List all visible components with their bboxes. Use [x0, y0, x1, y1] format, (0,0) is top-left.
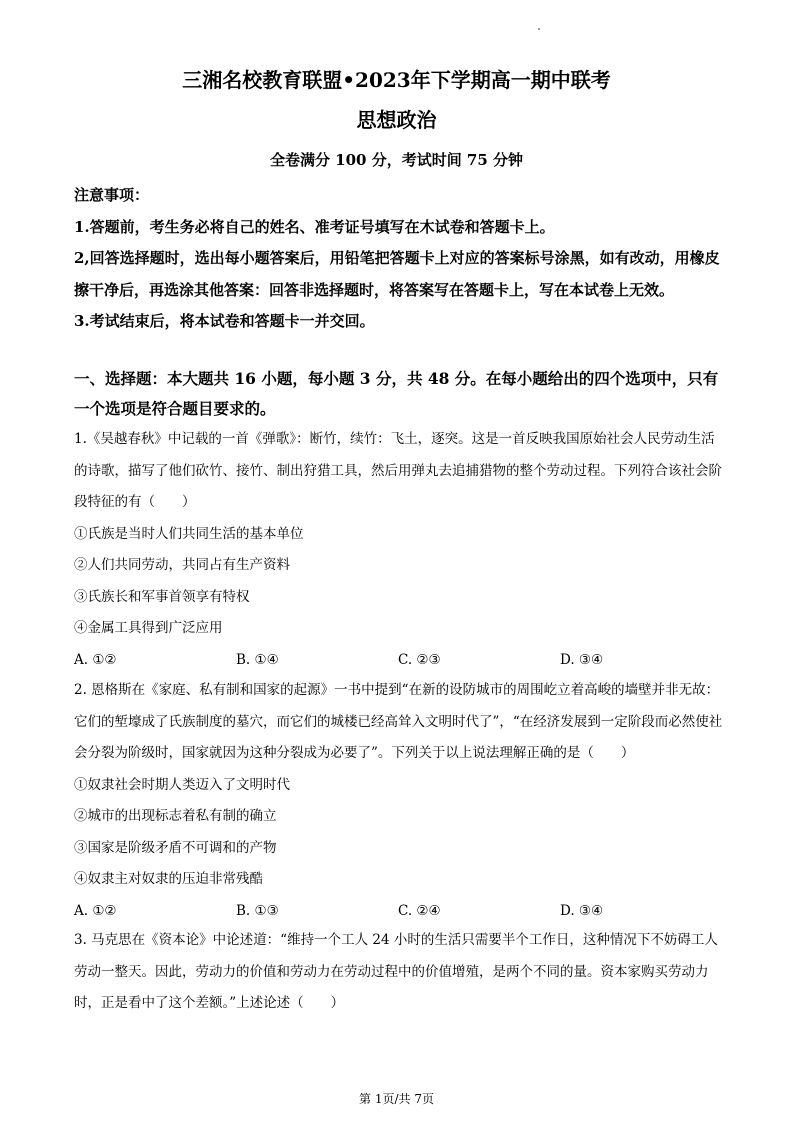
note-item: 3.考试结束后，将本试卷和答题卡一并交回。	[74, 312, 375, 330]
question-2	[74, 675, 724, 927]
subject-title: 思想政治	[356, 108, 437, 132]
section-heading-block	[74, 364, 724, 424]
question-stem: 2. 恩格斯在《家庭、私有制和国家的起源》一书中提到“在新的设防城市的周围屹立着高峻的墙壁并非无故：它们的堑壕成了氏族制度的墓穴，而它们的城楼已经高耸入文明时代了”，“在经济发展到一定阶段而必然使社会分裂为阶级时，国家就因为这种分裂成为必要了”。下列关于以上说法理解正确的是（ ）	[74, 682, 723, 761]
option-c: C. ②③	[398, 651, 441, 668]
option-a: A. ①②	[74, 651, 117, 668]
option-b: B. ①③	[236, 902, 279, 919]
statement: ①奴隶社会时期人类迈入了文明时代	[74, 776, 290, 793]
exam-info: 全卷满分 100 分，考试时间 75 分钟	[269, 151, 524, 169]
section-heading: 一、选择题：本大题共 16 小题，每小题 3 分，共 48 分。在每小题给出的四个选项中，只有一个选项是符合题目要求的。	[74, 369, 719, 418]
option-a: A. ①②	[74, 902, 117, 919]
exam-title: 三湘名校教育联盟•2023年下学期高一期中联考	[182, 68, 611, 92]
notes-block	[74, 180, 724, 338]
note-item: 2,回答选择题时，选出每小题答案后，用铅笔把答题卡上对应的答案标号涂黑，如有改动，用橡皮擦干净后，再选涂其他答案：回答非选择题时，将答案写在答题卡上，写在本试卷上无效。	[74, 249, 720, 299]
page-number: 第 1页/共 7页	[359, 1092, 434, 1106]
question-stem: 3. 马克思在《资本论》中论述道：“维持一个工人 24 小时的生活只需要半个工作日，这种情况下不妨碍工人劳动一整天。因此，劳动力的价值和劳动力在劳动过程中的价值增殖，是两个不同的量。资本家购买劳动力时，正是看中了这个差额。”上述论述（ ）	[74, 932, 718, 1011]
option-d: D. ③④	[560, 902, 604, 919]
statement: ④奴隶主对奴隶的压迫非常残酷	[74, 871, 263, 887]
statement: ②城市的出现标志着私有制的确立	[74, 808, 277, 824]
option-d: D. ③④	[560, 651, 604, 668]
option-b: B. ①④	[236, 651, 279, 668]
option-c: C. ②④	[398, 902, 441, 919]
statement: ④金属工具得到广泛应用	[74, 620, 223, 636]
scan-dot	[538, 28, 540, 30]
statement: ③国家是阶级矛盾不可调和的产物	[74, 839, 277, 856]
statement: ①氏族是当时人们共同生活的基本单位	[74, 525, 304, 542]
note-item: 1.答题前，考生务必将自己的姓名、准考证号填写在木试卷和答题卡上。	[74, 217, 555, 236]
answer-options	[74, 896, 724, 928]
question-3	[74, 925, 724, 1020]
statement: ③氏族长和军事首领享有特权	[74, 588, 250, 605]
answer-options	[74, 645, 724, 677]
statement: ②人们共同劳动，共同占有生产资料	[74, 557, 290, 573]
notes-heading: 注意事项：	[74, 186, 150, 204]
question-stem: 1.《吴越春秋》中记载的一首《弹歌》：断竹，续竹：飞土，逐突。这是一首反映我国原始社会人民劳动生活的诗歌，描写了他们砍竹、接竹、制出狩猎工具，然后用弹丸去追捕猎物的整个劳动过程。下列符合该社会阶段特征的有（ ）	[74, 431, 722, 510]
question-1	[74, 424, 724, 676]
